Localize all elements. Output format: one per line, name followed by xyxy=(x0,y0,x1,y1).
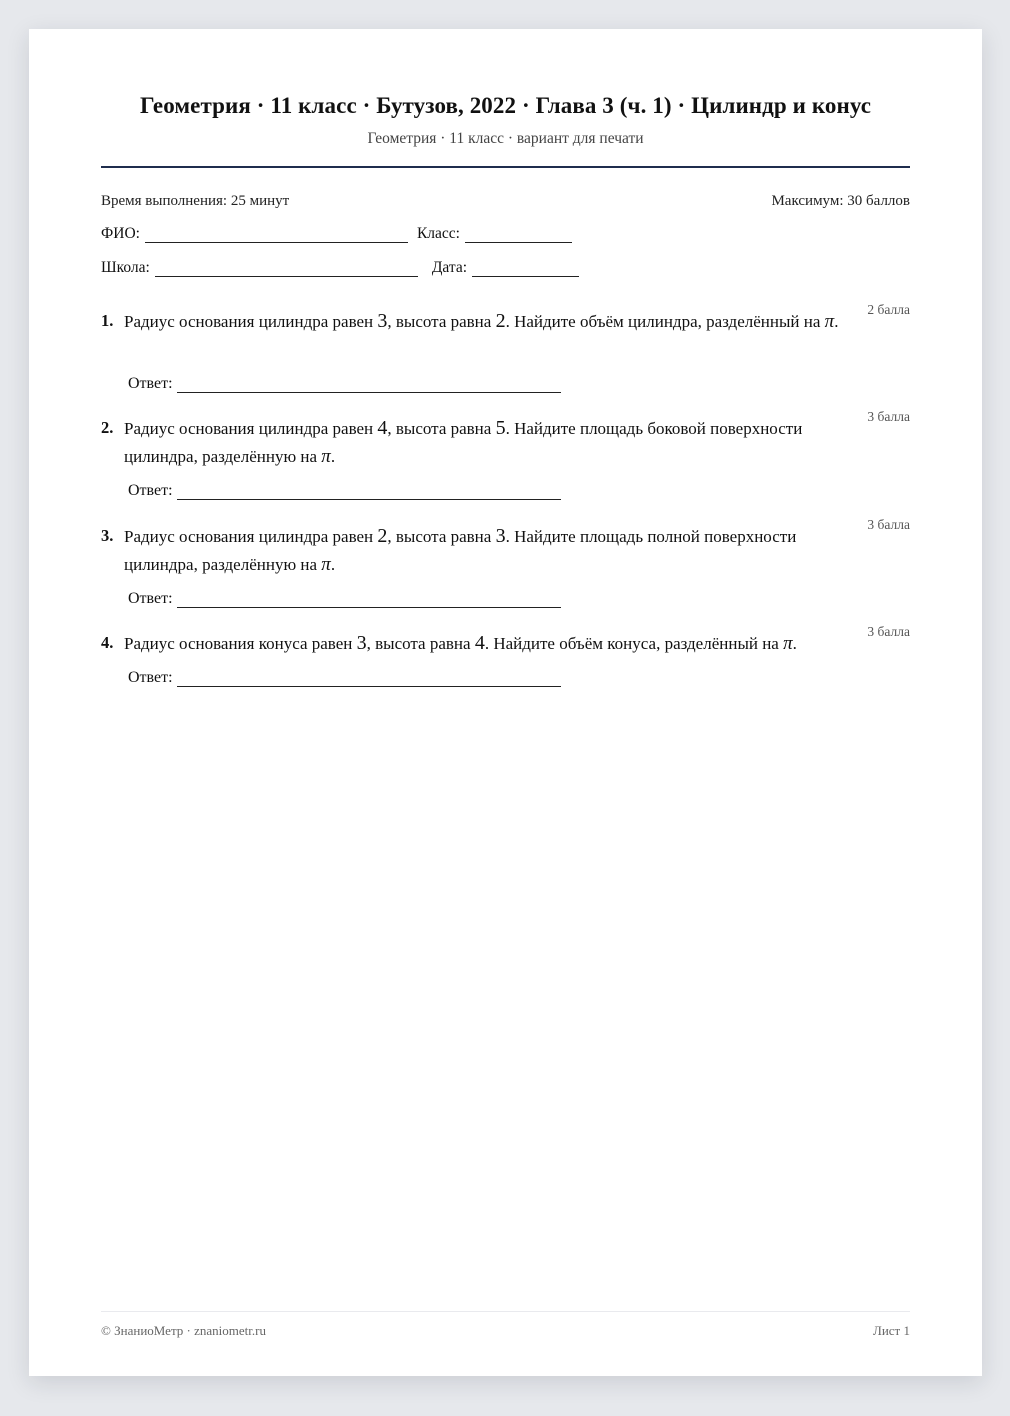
task-text-part: . xyxy=(330,555,336,574)
answer-label: Ответ: xyxy=(128,482,173,499)
task-number: 2. xyxy=(101,418,114,437)
pi-symbol: π xyxy=(321,446,331,467)
task-number: 1. xyxy=(101,311,114,330)
task-text-part: . xyxy=(330,447,336,466)
answer-label: Ответ: xyxy=(128,590,173,607)
pi-symbol: π xyxy=(783,633,793,654)
task-text-part: , высота равна xyxy=(366,634,475,653)
task-text-part: . Найдите объём конуса, разделённый на xyxy=(484,634,784,653)
answer-field[interactable] xyxy=(177,376,561,393)
date-label: Дата: xyxy=(431,259,468,276)
answer-field[interactable] xyxy=(177,670,561,687)
answer-label: Ответ: xyxy=(128,669,173,686)
task-text-part: , высота равна xyxy=(387,527,496,546)
page-subtitle: Геометрия · 11 класс · вариант для печати xyxy=(367,130,644,147)
answer-label: Ответ: xyxy=(128,375,173,392)
task-number: 3. xyxy=(101,526,114,545)
task-text-part: . Найдите объём цилиндра, разделённый на xyxy=(505,312,825,331)
task-text xyxy=(124,414,846,471)
page-title: Геометрия · 11 класс · Бутузов, 2022 · Глава 3 (ч. 1) · Цилиндр и конус xyxy=(139,93,872,118)
task-text xyxy=(124,307,846,336)
task-text-part: . xyxy=(834,312,839,331)
task-text xyxy=(124,629,846,658)
pi-symbol: π xyxy=(321,554,331,575)
task-text-part: . Найдите площадь полной поверхности цилиндра, разделённую на xyxy=(124,527,797,574)
fio-field[interactable] xyxy=(145,226,408,243)
task-points: 3 балла xyxy=(867,624,910,639)
task-text-part: Радиус основания конуса равен xyxy=(124,634,357,653)
footer-copyright: © ЗнаниоМетр · znaniometr.ru xyxy=(101,1323,266,1338)
answer-field[interactable] xyxy=(177,483,561,500)
class-field[interactable] xyxy=(465,226,572,243)
footer-divider xyxy=(101,1311,910,1312)
fio-label: ФИО: xyxy=(101,225,140,242)
task-value-radius: 3 xyxy=(377,310,388,332)
task-value-height: 5 xyxy=(495,417,506,439)
task-value-radius: 3 xyxy=(356,632,367,654)
task-text-part: Радиус основания цилиндра равен xyxy=(124,419,378,438)
task-text xyxy=(124,522,846,579)
task-text-part: , высота равна xyxy=(387,312,496,331)
task-number: 4. xyxy=(101,633,114,652)
class-label: Класс: xyxy=(416,225,460,242)
answer-row xyxy=(128,590,561,608)
header-divider xyxy=(101,166,910,168)
time-limit: Время выполнения: 25 минут xyxy=(101,193,290,209)
date-field[interactable] xyxy=(472,260,579,277)
task-points: 3 балла xyxy=(867,517,910,532)
answer-row xyxy=(128,669,561,687)
answer-row xyxy=(128,375,561,393)
task-value-height: 4 xyxy=(474,632,485,654)
task-text-part: , высота равна xyxy=(387,419,496,438)
task-value-radius: 4 xyxy=(377,417,388,439)
task-value-height: 3 xyxy=(495,525,506,547)
fields-row-1 xyxy=(101,225,581,245)
answer-field[interactable] xyxy=(177,591,561,608)
fields-row-2 xyxy=(101,259,588,279)
task-text-part: . xyxy=(792,634,797,653)
pi-symbol: π xyxy=(824,311,835,332)
answer-row xyxy=(128,482,561,500)
task-value-height: 2 xyxy=(495,310,506,332)
task-value-radius: 2 xyxy=(377,525,388,547)
max-score: Максимум: 30 баллов xyxy=(771,193,910,209)
task-text-part: . Найдите площадь боковой поверхности цилиндра, разделённую на xyxy=(124,419,803,466)
task-text-part: Радиус основания цилиндра равен xyxy=(124,527,378,546)
worksheet-page xyxy=(29,29,982,1376)
task-text-part: Радиус основания цилиндра равен xyxy=(124,312,378,331)
task-points: 3 балла xyxy=(867,409,910,424)
footer-page-number: Лист 1 xyxy=(873,1323,910,1338)
school-label: Школа: xyxy=(101,259,150,276)
school-field[interactable] xyxy=(155,260,418,277)
task-points: 2 балла xyxy=(867,302,910,317)
